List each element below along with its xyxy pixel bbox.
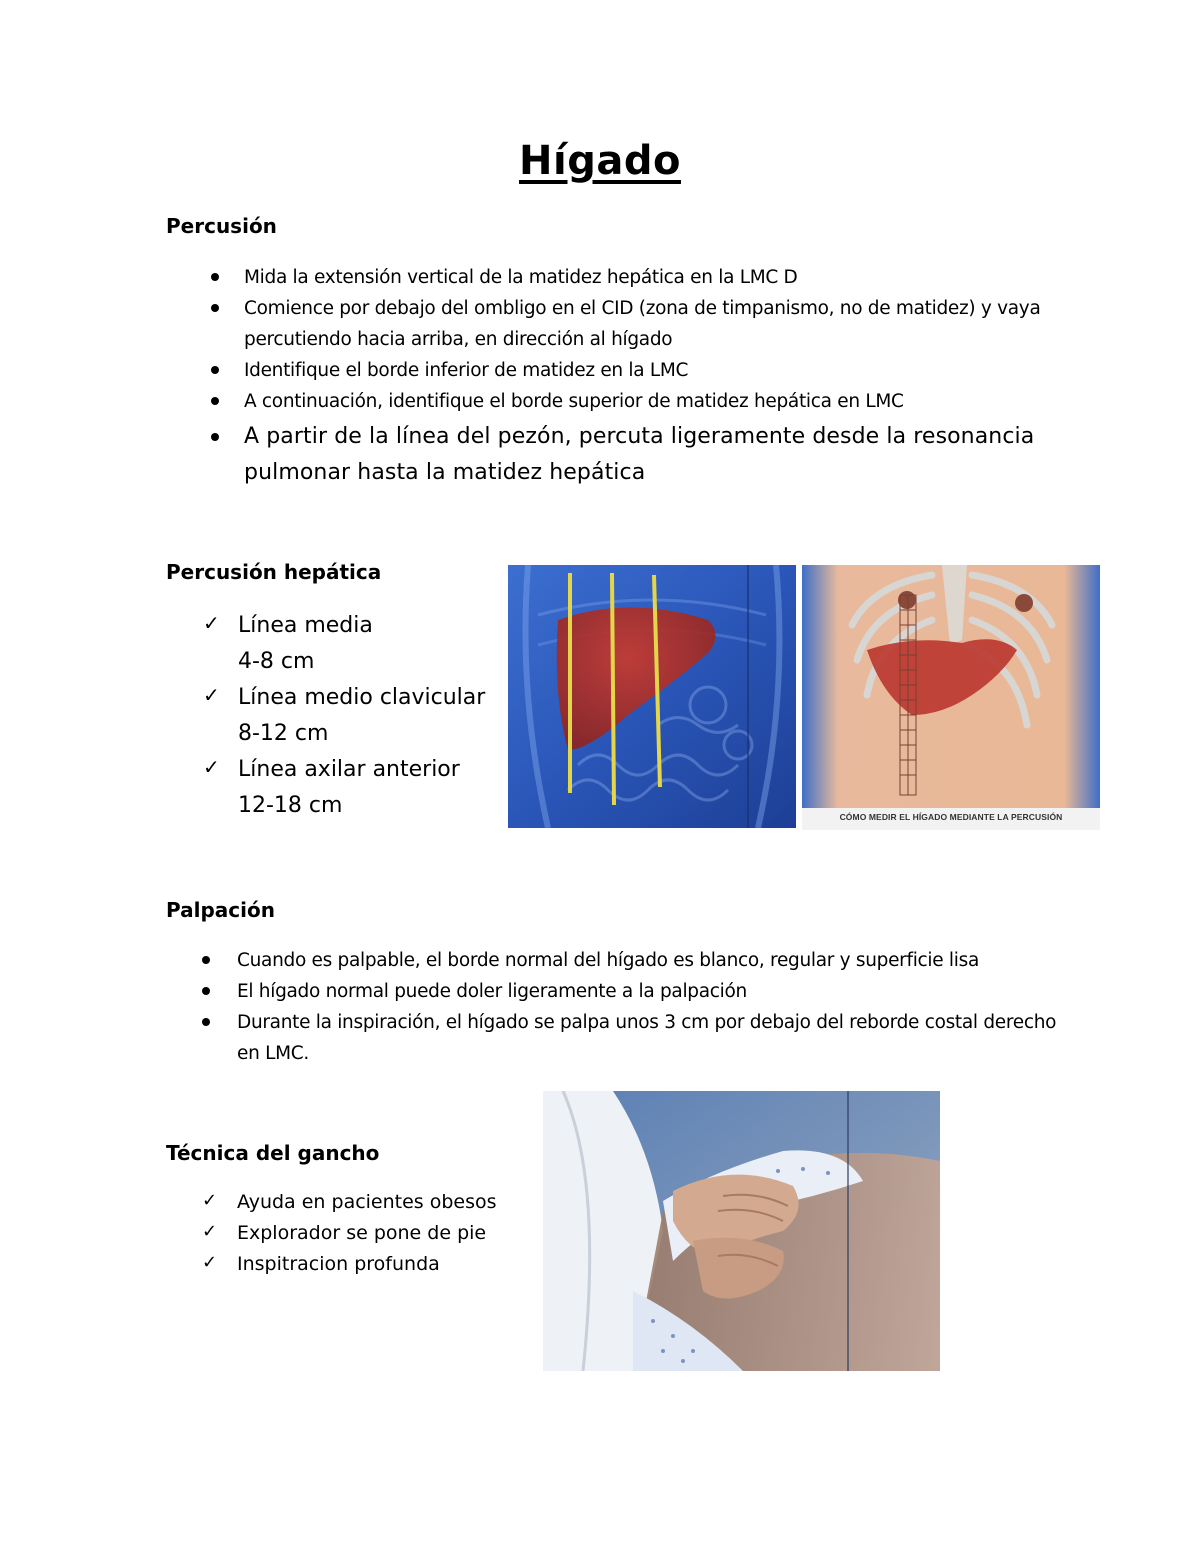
bullet-icon [202,987,210,995]
bullet-icon [211,433,219,441]
list-item: ✓ Línea axilar anterior 12-18 cm [203,755,460,818]
checkmark-icon: ✓ [202,1190,218,1211]
list-item: ✓ Inspitracion profunda [202,1252,440,1275]
list-item: El hígado normal puede doler ligeramente a la palpación [237,976,1057,1007]
image-caption: CÓMO MEDIR EL HÍGADO MEDIANTE LA PERCUSIÓN [839,812,1063,822]
page-title: Hígado [519,138,681,184]
list-item: A partir de la línea del pezón, percuta ligeramente desde la resonancia pulmonar hasta la matidez hepática [244,419,1064,491]
palpacion-list [237,945,1057,1069]
list-item: ✓ Ayuda en pacientes obesos [202,1190,497,1213]
tecnica-gancho-list [202,1187,537,1280]
list-item: Mida la extensión vertical de la matidez hepática en la LMC D [244,262,1064,293]
list-item: Identifique el borde inferior de matidez en la LMC [244,355,1064,386]
checkmark-icon: ✓ [203,755,220,779]
bullet-icon [211,304,219,312]
list-item: A continuación, identifique el borde superior de matidez hepática en LMC [244,386,1064,417]
list-item: ✓ Explorador se pone de pie [202,1221,487,1244]
bullet-icon [202,956,210,964]
section-heading-percusion: Percusión [166,214,277,238]
bullet-icon [211,397,219,405]
list-item: Comience por debajo del ombligo en el CID (zona de timpanismo, no de matidez) y vaya percutiendo hacia arriba, en dirección al hígado [244,293,1064,355]
bullet-icon [211,366,219,374]
percusion-hepatica-list [203,608,508,824]
bullet-icon [211,273,219,281]
checkmark-icon: ✓ [202,1221,218,1242]
checkmark-icon: ✓ [202,1252,218,1273]
torso-percussion-grid-image [802,565,1100,830]
list-item: ✓ Línea media 4-8 cm [203,611,373,674]
section-heading-percusion-hepatica: Percusión hepática [166,560,382,584]
bullet-icon [202,1018,210,1026]
checkmark-icon: ✓ [203,683,220,707]
list-item: Durante la inspiración, el hígado se palpa unos 3 cm por debajo del reborde costal derecho en LMC. [237,1007,1057,1069]
section-heading-tecnica-gancho: Técnica del gancho [166,1141,380,1165]
liver-percussion-lines-image [508,565,796,828]
hook-technique-photo [543,1091,940,1371]
percusion-list [244,262,1064,491]
checkmark-icon: ✓ [203,611,220,635]
section-heading-palpacion: Palpación [166,898,275,922]
list-item: Cuando es palpable, el borde normal del hígado es blanco, regular y superficie lisa [237,945,1057,976]
list-item: ✓ Línea medio clavicular 8-12 cm [203,683,486,746]
